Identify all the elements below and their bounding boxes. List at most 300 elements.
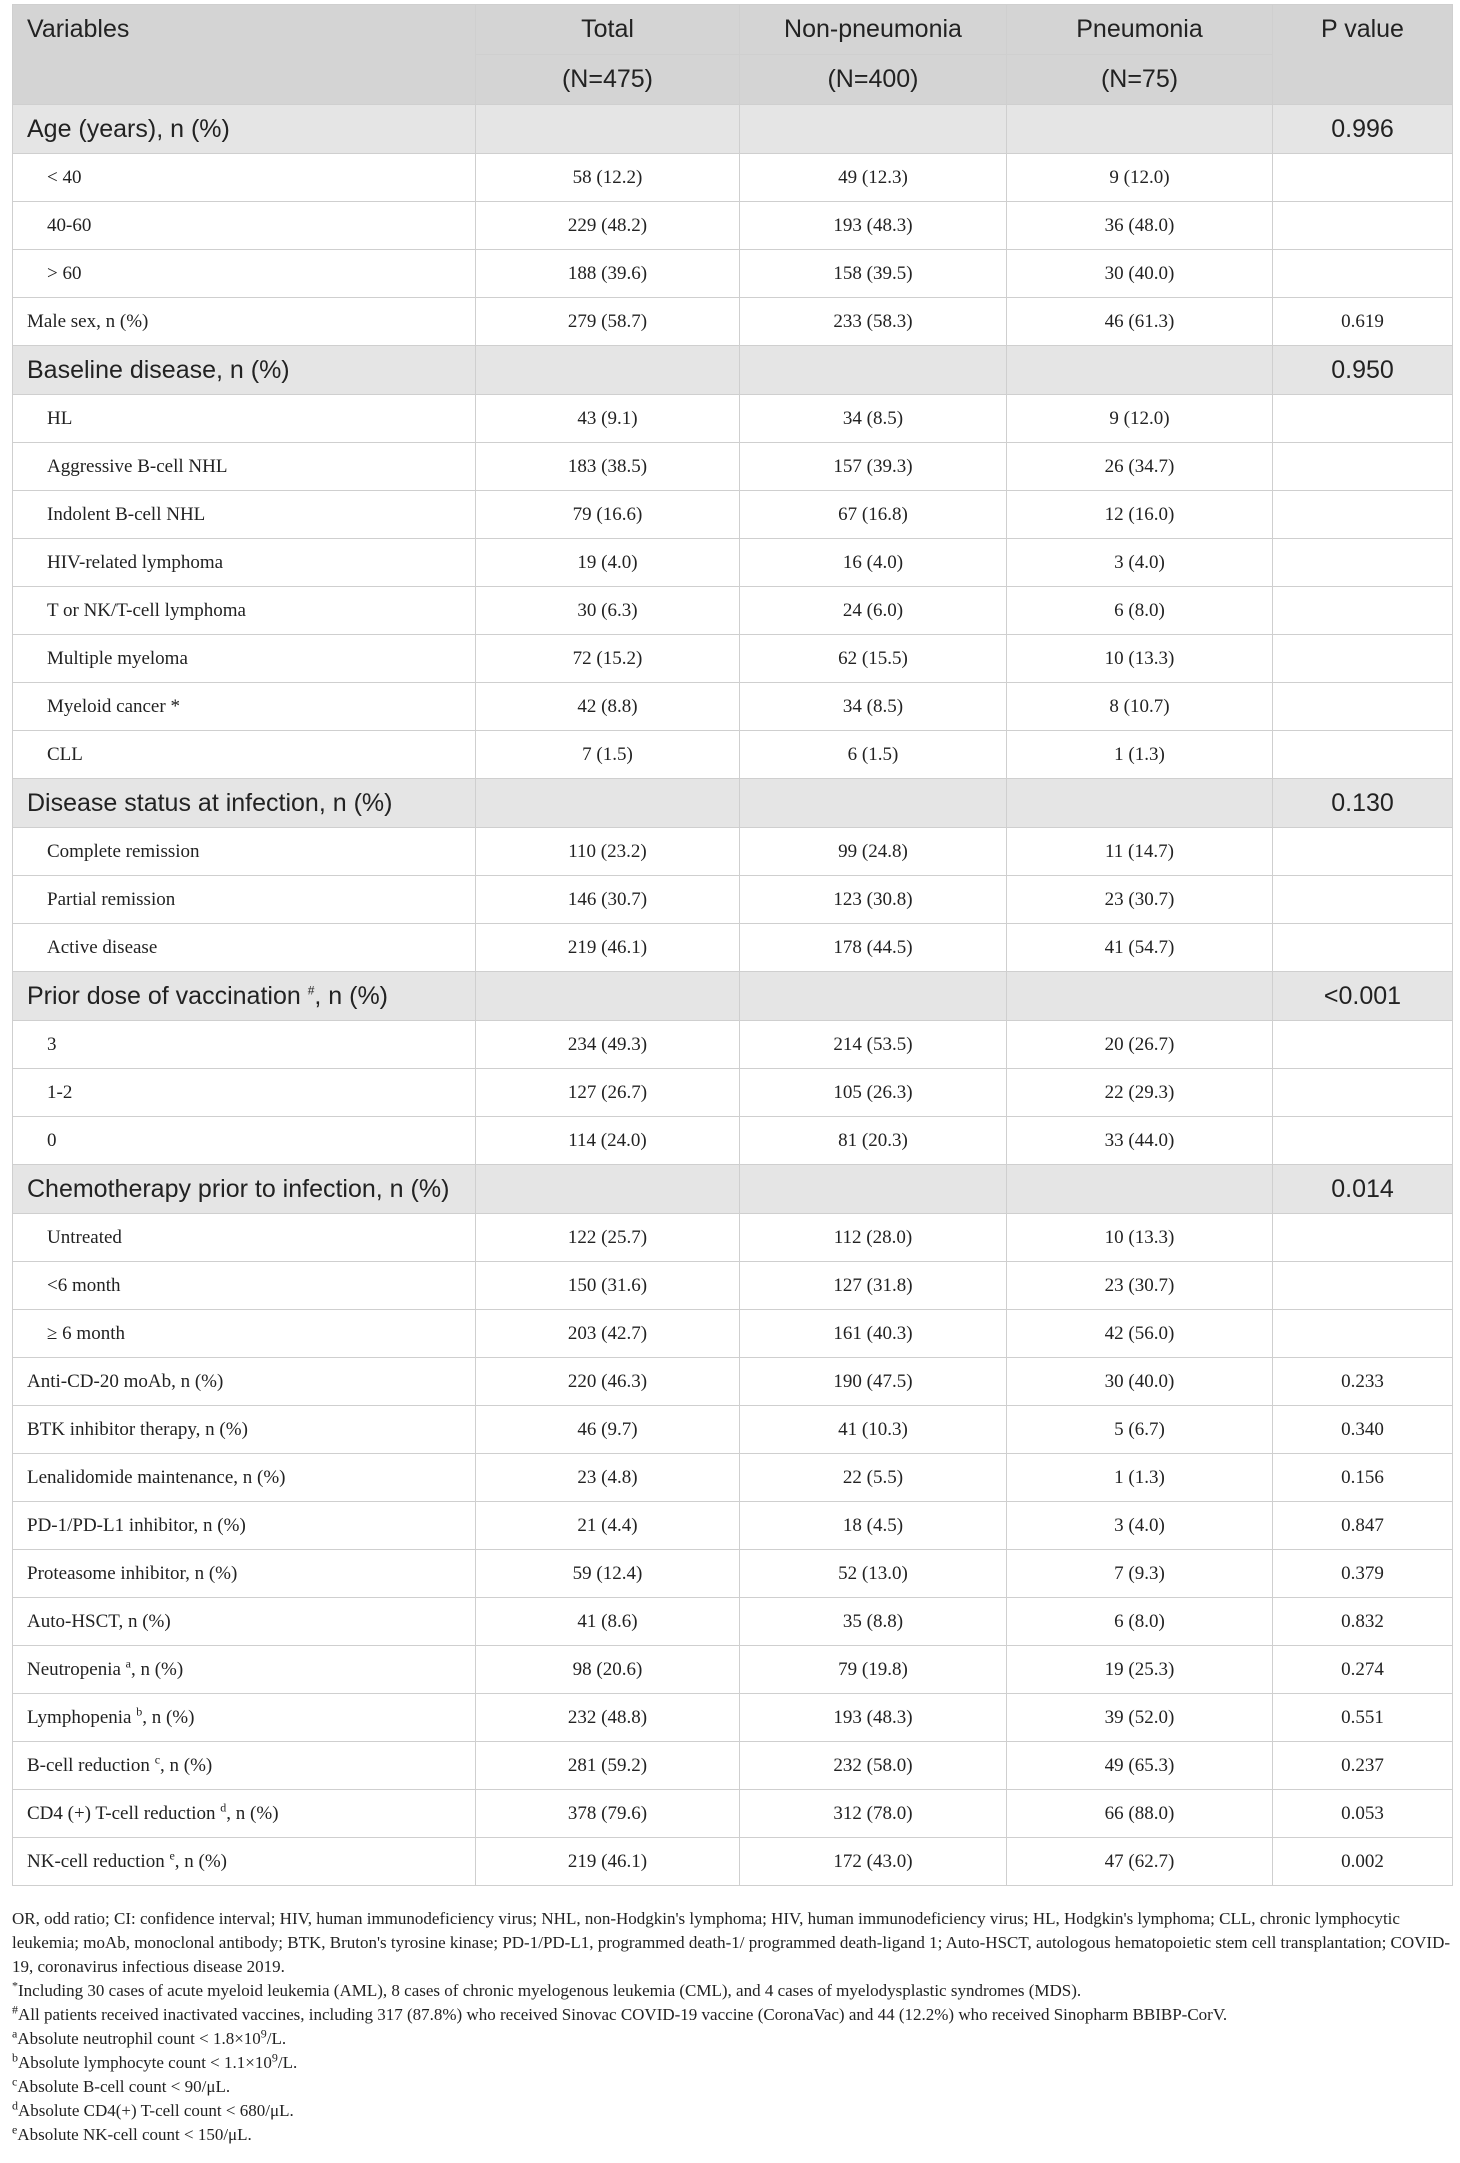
cell-pneumonia: 8 (10.7) bbox=[1007, 683, 1273, 731]
row-label bbox=[13, 587, 476, 635]
cell-non-pneumonia: 18 (4.5) bbox=[740, 1502, 1007, 1550]
cell-non-pneumonia: 157 (39.3) bbox=[740, 443, 1007, 491]
cell-pneumonia: 23 (30.7) bbox=[1007, 876, 1273, 924]
row-label-text: Partial remission bbox=[47, 888, 176, 910]
cell-p-value bbox=[1273, 924, 1453, 972]
cell-pneumonia: 42 (56.0) bbox=[1007, 1310, 1273, 1358]
table-row bbox=[13, 1550, 1453, 1598]
row-label-text: Anti-CD-20 moAb, n (%) bbox=[27, 1370, 224, 1392]
row-label-text: NK-cell reduction bbox=[27, 1850, 170, 1872]
footnote-mark: b bbox=[12, 2050, 18, 2065]
cell-pneumonia: 1 (1.3) bbox=[1007, 731, 1273, 779]
cell-total: 79 (16.6) bbox=[476, 491, 740, 539]
row-label-text: CD4 (+) T-cell reduction bbox=[27, 1802, 221, 1824]
footnote-exponent: 9 bbox=[260, 2026, 267, 2041]
row-label-text: Auto-HSCT, n (%) bbox=[27, 1610, 171, 1632]
row-label-text: 40-60 bbox=[47, 214, 92, 236]
table-row bbox=[13, 1262, 1453, 1310]
cell-p-value: 0.274 bbox=[1273, 1646, 1453, 1694]
row-label-text: 1-2 bbox=[47, 1081, 73, 1103]
row-label bbox=[13, 1262, 476, 1310]
cell-p-value: 0.233 bbox=[1273, 1358, 1453, 1406]
characteristics-table bbox=[12, 4, 1453, 1886]
cell-pneumonia bbox=[1007, 972, 1273, 1021]
cell-p-value bbox=[1273, 491, 1453, 539]
header-total: Total bbox=[476, 5, 740, 55]
category-row bbox=[13, 779, 1453, 828]
table-footnotes bbox=[12, 1907, 1452, 2147]
cell-p-value: <0.001 bbox=[1273, 972, 1453, 1021]
row-label-suffix: , n (%) bbox=[174, 1850, 228, 1872]
cell-non-pneumonia: 105 (26.3) bbox=[740, 1069, 1007, 1117]
table-row bbox=[13, 154, 1453, 202]
cell-p-value: 0.950 bbox=[1273, 346, 1453, 395]
row-label-text: PD-1/PD-L1 inhibitor, n (%) bbox=[27, 1514, 246, 1536]
cell-non-pneumonia: 214 (53.5) bbox=[740, 1021, 1007, 1069]
cell-p-value: 0.379 bbox=[1273, 1550, 1453, 1598]
row-label-text: ≥ 6 month bbox=[47, 1322, 125, 1344]
cell-total: 188 (39.6) bbox=[476, 250, 740, 298]
row-label-text: 3 bbox=[47, 1033, 57, 1055]
row-label bbox=[13, 395, 476, 443]
row-label-text: Male sex, n (%) bbox=[27, 310, 149, 332]
category-row bbox=[13, 1165, 1453, 1214]
cell-pneumonia: 20 (26.7) bbox=[1007, 1021, 1273, 1069]
row-label-text: <6 month bbox=[47, 1274, 121, 1296]
cell-p-value bbox=[1273, 731, 1453, 779]
footnote-text: Absolute B-cell count < 90/μL. bbox=[17, 2077, 231, 2096]
footnote-text: All patients received inactivated vaccines, including 317 (87.8%) who received Sinovac COVID-19 vaccine (CoronaVac) and 44 (12.2%) who received Sinopharm BBIBP-CorV. bbox=[18, 2005, 1228, 2024]
row-label bbox=[13, 1790, 476, 1838]
row-label bbox=[13, 202, 476, 250]
cell-non-pneumonia: 123 (30.8) bbox=[740, 876, 1007, 924]
cell-total: 19 (4.0) bbox=[476, 539, 740, 587]
cell-total bbox=[476, 972, 740, 1021]
table-row bbox=[13, 1598, 1453, 1646]
row-label-text: Indolent B-cell NHL bbox=[47, 503, 206, 525]
cell-total: 122 (25.7) bbox=[476, 1214, 740, 1262]
row-label-text: B-cell reduction bbox=[27, 1754, 155, 1776]
row-label bbox=[13, 1742, 476, 1790]
cell-pneumonia: 9 (12.0) bbox=[1007, 154, 1273, 202]
cell-pneumonia: 5 (6.7) bbox=[1007, 1406, 1273, 1454]
cell-pneumonia: 6 (8.0) bbox=[1007, 587, 1273, 635]
cell-total: 146 (30.7) bbox=[476, 876, 740, 924]
footnote-mark: d bbox=[12, 2098, 18, 2113]
cell-pneumonia: 9 (12.0) bbox=[1007, 395, 1273, 443]
cell-total: 232 (48.8) bbox=[476, 1694, 740, 1742]
footnote bbox=[12, 1907, 1452, 1979]
table-row bbox=[13, 1454, 1453, 1502]
cell-non-pneumonia: 34 (8.5) bbox=[740, 683, 1007, 731]
cell-p-value bbox=[1273, 395, 1453, 443]
row-label-suffix: , n (%) bbox=[160, 1754, 213, 1776]
row-label bbox=[13, 1165, 476, 1214]
row-label bbox=[13, 635, 476, 683]
cell-total: 58 (12.2) bbox=[476, 154, 740, 202]
row-label bbox=[13, 924, 476, 972]
cell-p-value: 0.832 bbox=[1273, 1598, 1453, 1646]
row-label-text: CLL bbox=[47, 743, 83, 765]
cell-non-pneumonia: 81 (20.3) bbox=[740, 1117, 1007, 1165]
table-row bbox=[13, 443, 1453, 491]
cell-non-pneumonia: 6 (1.5) bbox=[740, 731, 1007, 779]
row-label bbox=[13, 250, 476, 298]
table-row bbox=[13, 1214, 1453, 1262]
cell-total: 220 (46.3) bbox=[476, 1358, 740, 1406]
cell-total: 279 (58.7) bbox=[476, 298, 740, 346]
cell-non-pneumonia: 34 (8.5) bbox=[740, 395, 1007, 443]
row-label bbox=[13, 154, 476, 202]
row-label bbox=[13, 1310, 476, 1358]
row-label bbox=[13, 491, 476, 539]
cell-non-pneumonia: 52 (13.0) bbox=[740, 1550, 1007, 1598]
header-pneumonia: Pneumonia bbox=[1007, 5, 1273, 55]
cell-non-pneumonia: 193 (48.3) bbox=[740, 1694, 1007, 1742]
cell-pneumonia bbox=[1007, 779, 1273, 828]
cell-p-value: 0.130 bbox=[1273, 779, 1453, 828]
table-row bbox=[13, 924, 1453, 972]
footnote-exponent: 9 bbox=[271, 2050, 278, 2065]
row-label-text: Age (years), n (%) bbox=[27, 114, 230, 143]
row-label-text: 0 bbox=[47, 1129, 57, 1151]
cell-total: 127 (26.7) bbox=[476, 1069, 740, 1117]
row-label bbox=[13, 1021, 476, 1069]
cell-non-pneumonia: 233 (58.3) bbox=[740, 298, 1007, 346]
table-row bbox=[13, 1742, 1453, 1790]
footnote-mark: # bbox=[12, 2002, 18, 2017]
footnote-text: Absolute CD4(+) T-cell count < 680/μL. bbox=[18, 2101, 294, 2120]
row-label bbox=[13, 1214, 476, 1262]
header-n-pneumonia: (N=75) bbox=[1007, 55, 1273, 105]
table-body bbox=[13, 105, 1453, 1886]
cell-pneumonia: 66 (88.0) bbox=[1007, 1790, 1273, 1838]
footnote bbox=[12, 2099, 1452, 2123]
cell-non-pneumonia: 79 (19.8) bbox=[740, 1646, 1007, 1694]
cell-pneumonia: 30 (40.0) bbox=[1007, 250, 1273, 298]
row-label-suffix: , n (%) bbox=[130, 1658, 184, 1680]
cell-non-pneumonia: 67 (16.8) bbox=[740, 491, 1007, 539]
row-label bbox=[13, 972, 476, 1021]
cell-non-pneumonia: 232 (58.0) bbox=[740, 1742, 1007, 1790]
row-label bbox=[13, 1358, 476, 1406]
cell-p-value: 0.014 bbox=[1273, 1165, 1453, 1214]
row-label-footnote-mark: c bbox=[154, 1752, 161, 1767]
cell-p-value bbox=[1273, 1262, 1453, 1310]
cell-p-value bbox=[1273, 443, 1453, 491]
table-row bbox=[13, 539, 1453, 587]
row-label bbox=[13, 539, 476, 587]
table-row bbox=[13, 1502, 1453, 1550]
table-row bbox=[13, 1117, 1453, 1165]
cell-p-value bbox=[1273, 539, 1453, 587]
table-row bbox=[13, 202, 1453, 250]
cell-total: 378 (79.6) bbox=[476, 1790, 740, 1838]
header-p-value: P value bbox=[1273, 5, 1453, 105]
cell-non-pneumonia: 161 (40.3) bbox=[740, 1310, 1007, 1358]
cell-total: 59 (12.4) bbox=[476, 1550, 740, 1598]
cell-pneumonia: 7 (9.3) bbox=[1007, 1550, 1273, 1598]
row-label bbox=[13, 1838, 476, 1886]
row-label-text: Active disease bbox=[47, 936, 158, 958]
footnote-mark: * bbox=[12, 1978, 18, 1993]
cell-pneumonia: 47 (62.7) bbox=[1007, 1838, 1273, 1886]
cell-total: 30 (6.3) bbox=[476, 587, 740, 635]
row-label-footnote-mark: d bbox=[220, 1800, 227, 1815]
table-row bbox=[13, 1646, 1453, 1694]
cell-p-value: 0.847 bbox=[1273, 1502, 1453, 1550]
cell-total bbox=[476, 105, 740, 154]
row-label bbox=[13, 1598, 476, 1646]
cell-pneumonia bbox=[1007, 1165, 1273, 1214]
cell-pneumonia: 22 (29.3) bbox=[1007, 1069, 1273, 1117]
cell-pneumonia: 23 (30.7) bbox=[1007, 1262, 1273, 1310]
cell-p-value bbox=[1273, 828, 1453, 876]
cell-total: 46 (9.7) bbox=[476, 1406, 740, 1454]
cell-total: 23 (4.8) bbox=[476, 1454, 740, 1502]
footnote-mark: e bbox=[12, 2122, 18, 2137]
table-row bbox=[13, 1069, 1453, 1117]
cell-total: 98 (20.6) bbox=[476, 1646, 740, 1694]
footnote-text: Absolute neutrophil count < 1.8×10 bbox=[17, 2029, 261, 2048]
category-row bbox=[13, 972, 1453, 1021]
table-row bbox=[13, 828, 1453, 876]
cell-total: 183 (38.5) bbox=[476, 443, 740, 491]
table-row bbox=[13, 1358, 1453, 1406]
cell-p-value bbox=[1273, 202, 1453, 250]
table-container bbox=[12, 4, 1452, 1886]
footnote bbox=[12, 2051, 1452, 2075]
table-row bbox=[13, 731, 1453, 779]
cell-non-pneumonia: 35 (8.8) bbox=[740, 1598, 1007, 1646]
cell-pneumonia: 10 (13.3) bbox=[1007, 635, 1273, 683]
cell-pneumonia: 39 (52.0) bbox=[1007, 1694, 1273, 1742]
cell-pneumonia: 10 (13.3) bbox=[1007, 1214, 1273, 1262]
row-label bbox=[13, 1550, 476, 1598]
cell-total: 219 (46.1) bbox=[476, 924, 740, 972]
cell-p-value bbox=[1273, 635, 1453, 683]
cell-total: 7 (1.5) bbox=[476, 731, 740, 779]
table-row bbox=[13, 1790, 1453, 1838]
row-label-footnote-mark: b bbox=[136, 1704, 143, 1719]
row-label bbox=[13, 779, 476, 828]
cell-total bbox=[476, 1165, 740, 1214]
row-label-text: Baseline disease, n (%) bbox=[27, 355, 290, 384]
footnote bbox=[12, 2027, 1452, 2051]
row-label-text: Chemotherapy prior to infection, n (%) bbox=[27, 1174, 450, 1203]
cell-p-value bbox=[1273, 1021, 1453, 1069]
cell-total: 219 (46.1) bbox=[476, 1838, 740, 1886]
table-row bbox=[13, 1694, 1453, 1742]
cell-pneumonia: 3 (4.0) bbox=[1007, 539, 1273, 587]
cell-total: 21 (4.4) bbox=[476, 1502, 740, 1550]
row-label-text: Myeloid cancer * bbox=[47, 695, 180, 717]
cell-total: 281 (59.2) bbox=[476, 1742, 740, 1790]
row-label bbox=[13, 876, 476, 924]
cell-non-pneumonia: 112 (28.0) bbox=[740, 1214, 1007, 1262]
footnote-text: Absolute NK-cell count < 150/μL. bbox=[17, 2125, 252, 2144]
table-row bbox=[13, 635, 1453, 683]
footnote-text-tail: /L. bbox=[277, 2053, 298, 2072]
table-row bbox=[13, 298, 1453, 346]
cell-total: 110 (23.2) bbox=[476, 828, 740, 876]
cell-pneumonia: 46 (61.3) bbox=[1007, 298, 1273, 346]
category-row bbox=[13, 105, 1453, 154]
row-label bbox=[13, 1406, 476, 1454]
row-label bbox=[13, 1117, 476, 1165]
category-row bbox=[13, 346, 1453, 395]
cell-pneumonia: 19 (25.3) bbox=[1007, 1646, 1273, 1694]
cell-pneumonia: 33 (44.0) bbox=[1007, 1117, 1273, 1165]
cell-non-pneumonia: 62 (15.5) bbox=[740, 635, 1007, 683]
row-label-suffix: , n (%) bbox=[314, 981, 389, 1010]
row-label-text: Proteasome inhibitor, n (%) bbox=[27, 1562, 238, 1584]
row-label bbox=[13, 828, 476, 876]
cell-p-value: 0.996 bbox=[1273, 105, 1453, 154]
row-label bbox=[13, 1646, 476, 1694]
row-label-text: HIV-related lymphoma bbox=[47, 551, 224, 573]
cell-p-value bbox=[1273, 1069, 1453, 1117]
cell-p-value bbox=[1273, 1214, 1453, 1262]
footnote-mark: a bbox=[12, 2026, 18, 2041]
cell-p-value bbox=[1273, 154, 1453, 202]
table-row bbox=[13, 250, 1453, 298]
cell-total bbox=[476, 779, 740, 828]
cell-p-value: 0.619 bbox=[1273, 298, 1453, 346]
cell-p-value: 0.551 bbox=[1273, 1694, 1453, 1742]
cell-total: 229 (48.2) bbox=[476, 202, 740, 250]
cell-total: 42 (8.8) bbox=[476, 683, 740, 731]
row-label bbox=[13, 298, 476, 346]
cell-pneumonia: 1 (1.3) bbox=[1007, 1454, 1273, 1502]
header-variables: Variables bbox=[13, 5, 476, 105]
row-label-text: HL bbox=[47, 407, 73, 429]
row-label-suffix: , n (%) bbox=[142, 1706, 195, 1728]
cell-p-value: 0.156 bbox=[1273, 1454, 1453, 1502]
table-row bbox=[13, 395, 1453, 443]
table-row bbox=[13, 1838, 1453, 1886]
header-n-non-pneumonia: (N=400) bbox=[740, 55, 1007, 105]
cell-total: 72 (15.2) bbox=[476, 635, 740, 683]
header-row bbox=[13, 5, 1453, 55]
cell-total: 41 (8.6) bbox=[476, 1598, 740, 1646]
footnote-text: Including 30 cases of acute myeloid leukemia (AML), 8 cases of chronic myelogenous leukemia (CML), and 4 cases of myelodysplastic syndromes (MDS). bbox=[18, 1981, 1082, 2000]
cell-p-value bbox=[1273, 876, 1453, 924]
cell-non-pneumonia bbox=[740, 346, 1007, 395]
footnote bbox=[12, 2123, 1452, 2147]
cell-total: 234 (49.3) bbox=[476, 1021, 740, 1069]
cell-pneumonia: 26 (34.7) bbox=[1007, 443, 1273, 491]
row-label-text: Lenalidomide maintenance, n (%) bbox=[27, 1466, 286, 1488]
table-row bbox=[13, 1406, 1453, 1454]
cell-non-pneumonia: 16 (4.0) bbox=[740, 539, 1007, 587]
table-row bbox=[13, 587, 1453, 635]
cell-total: 203 (42.7) bbox=[476, 1310, 740, 1358]
row-label-text: BTK inhibitor therapy, n (%) bbox=[27, 1418, 248, 1440]
row-label-text: T or NK/T-cell lymphoma bbox=[47, 599, 246, 621]
cell-non-pneumonia: 172 (43.0) bbox=[740, 1838, 1007, 1886]
footnote bbox=[12, 2075, 1452, 2099]
row-label bbox=[13, 683, 476, 731]
footnote-text-tail: /L. bbox=[266, 2029, 287, 2048]
footnote bbox=[12, 1979, 1452, 2003]
cell-pneumonia bbox=[1007, 346, 1273, 395]
cell-p-value: 0.237 bbox=[1273, 1742, 1453, 1790]
header-n-total: (N=475) bbox=[476, 55, 740, 105]
table-row bbox=[13, 1021, 1453, 1069]
row-label bbox=[13, 1502, 476, 1550]
row-label-text: Untreated bbox=[47, 1226, 122, 1248]
row-label-text: < 40 bbox=[47, 166, 82, 188]
footnote bbox=[12, 2003, 1452, 2027]
cell-pneumonia: 6 (8.0) bbox=[1007, 1598, 1273, 1646]
row-label bbox=[13, 346, 476, 395]
cell-non-pneumonia: 158 (39.5) bbox=[740, 250, 1007, 298]
cell-p-value bbox=[1273, 683, 1453, 731]
cell-pneumonia: 30 (40.0) bbox=[1007, 1358, 1273, 1406]
table-row bbox=[13, 1310, 1453, 1358]
cell-non-pneumonia: 24 (6.0) bbox=[740, 587, 1007, 635]
cell-non-pneumonia: 49 (12.3) bbox=[740, 154, 1007, 202]
row-label-footnote-mark: e bbox=[169, 1848, 175, 1863]
cell-total bbox=[476, 346, 740, 395]
cell-non-pneumonia: 99 (24.8) bbox=[740, 828, 1007, 876]
row-label-text: Complete remission bbox=[47, 840, 200, 862]
cell-pneumonia: 11 (14.7) bbox=[1007, 828, 1273, 876]
cell-non-pneumonia: 193 (48.3) bbox=[740, 202, 1007, 250]
row-label bbox=[13, 443, 476, 491]
row-label-footnote-mark: a bbox=[125, 1656, 131, 1671]
footnote-mark: c bbox=[12, 2074, 18, 2089]
row-label-suffix: , n (%) bbox=[226, 1802, 279, 1824]
cell-non-pneumonia: 178 (44.5) bbox=[740, 924, 1007, 972]
cell-non-pneumonia: 22 (5.5) bbox=[740, 1454, 1007, 1502]
row-label-text: Lymphopenia bbox=[27, 1706, 137, 1728]
cell-non-pneumonia bbox=[740, 105, 1007, 154]
cell-non-pneumonia: 127 (31.8) bbox=[740, 1262, 1007, 1310]
cell-pneumonia: 41 (54.7) bbox=[1007, 924, 1273, 972]
cell-pneumonia: 3 (4.0) bbox=[1007, 1502, 1273, 1550]
row-label bbox=[13, 731, 476, 779]
cell-non-pneumonia: 190 (47.5) bbox=[740, 1358, 1007, 1406]
row-label-text: Multiple myeloma bbox=[47, 647, 188, 669]
row-label-text: Prior dose of vaccination bbox=[27, 981, 308, 1010]
cell-pneumonia: 49 (65.3) bbox=[1007, 1742, 1273, 1790]
cell-p-value: 0.002 bbox=[1273, 1838, 1453, 1886]
footnote-text: OR, odd ratio; CI: confidence interval; HIV, human immunodeficiency virus; NHL, non-Hodgkin's lymphoma; HIV, human immunodeficiency virus; HL, Hodgkin's lymphoma; CLL, chronic lymphocytic leukemia; moAb, monoclonal antibody; BTK, Bruton's tyrosine kinase; PD-1/PD-L1, programmed death-1/ programmed death-ligand 1; Auto-HSCT, autologous hematopoietic stem cell transplantation; COVID-19, coronavirus infectious disease 2019. bbox=[12, 1909, 1451, 1976]
cell-non-pneumonia bbox=[740, 779, 1007, 828]
cell-p-value: 0.053 bbox=[1273, 1790, 1453, 1838]
row-label bbox=[13, 1694, 476, 1742]
cell-non-pneumonia bbox=[740, 972, 1007, 1021]
cell-p-value bbox=[1273, 1117, 1453, 1165]
cell-total: 43 (9.1) bbox=[476, 395, 740, 443]
row-label-text: Disease status at infection, n (%) bbox=[27, 788, 393, 817]
cell-total: 114 (24.0) bbox=[476, 1117, 740, 1165]
cell-p-value bbox=[1273, 587, 1453, 635]
row-label-text: Aggressive B-cell NHL bbox=[47, 455, 228, 477]
table-row bbox=[13, 683, 1453, 731]
cell-pneumonia: 12 (16.0) bbox=[1007, 491, 1273, 539]
header-non-pneumonia: Non-pneumonia bbox=[740, 5, 1007, 55]
cell-total: 150 (31.6) bbox=[476, 1262, 740, 1310]
table-row bbox=[13, 876, 1453, 924]
cell-non-pneumonia: 312 (78.0) bbox=[740, 1790, 1007, 1838]
row-label-text: > 60 bbox=[47, 262, 82, 284]
cell-pneumonia bbox=[1007, 105, 1273, 154]
cell-p-value bbox=[1273, 1310, 1453, 1358]
cell-non-pneumonia: 41 (10.3) bbox=[740, 1406, 1007, 1454]
